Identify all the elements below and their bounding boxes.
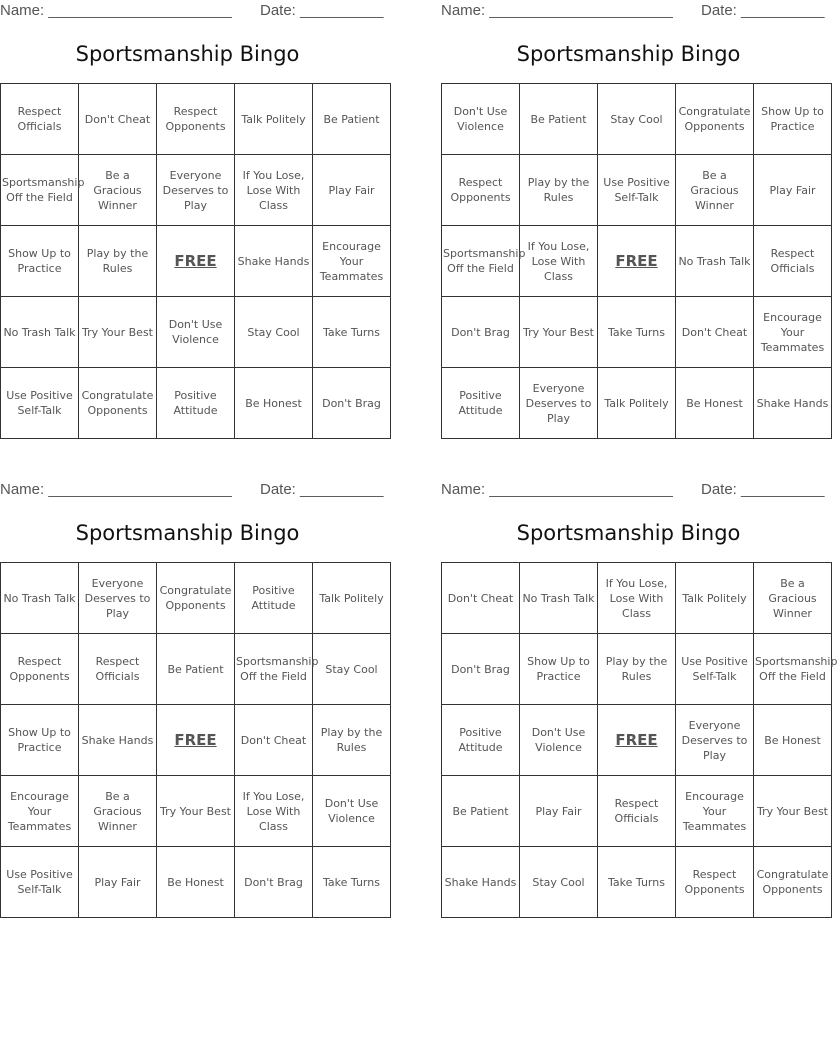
bingo-cell[interactable]: Play by the Rules [313,705,391,776]
bingo-cell[interactable]: Be a Gracious Winner [754,563,832,634]
bingo-cell[interactable]: Don't Brag [442,634,520,705]
bingo-row [1,776,391,847]
bingo-row [442,368,832,439]
bingo-cell[interactable]: Try Your Best [157,776,235,847]
bingo-card-2 [441,0,829,425]
bingo-cell[interactable]: Play Fair [520,776,598,847]
bingo-cell[interactable]: Don't Use Violence [442,84,520,155]
bingo-grid [441,562,837,918]
bingo-cell[interactable]: Don't Use Violence [313,776,391,847]
bingo-cell[interactable]: Take Turns [313,297,391,368]
bingo-cell[interactable]: Take Turns [598,847,676,918]
date-field[interactable]: Date: __________ [701,2,825,19]
bingo-cell[interactable]: Be Honest [754,705,832,776]
bingo-cell[interactable]: Be Patient [157,634,235,705]
free-space[interactable]: FREE [157,705,235,776]
bingo-cell[interactable]: Try Your Best [520,297,598,368]
bingo-cell[interactable]: Sportsmanship Off the Field [235,634,313,705]
bingo-cell[interactable]: Stay Cool [520,847,598,918]
bingo-row [442,776,832,847]
bingo-cell[interactable]: Positive Attitude [157,368,235,439]
card-header [0,479,384,501]
bingo-grid [0,83,391,439]
bingo-cell[interactable]: Congratulate Opponents [79,368,157,439]
name-field[interactable]: Name: ______________________ [441,2,673,19]
name-field[interactable]: Name: ______________________ [441,481,673,498]
bingo-cell[interactable]: Positive Attitude [235,563,313,634]
card-header [441,0,825,22]
bingo-cell[interactable]: Be Honest [157,847,235,918]
bingo-cell[interactable]: Don't Brag [442,297,520,368]
bingo-row [442,705,832,776]
bingo-cell[interactable]: Congratulate Opponents [157,563,235,634]
bingo-cell[interactable]: Use Positive Self-Talk [1,368,79,439]
bingo-cell[interactable]: Show Up to Practice [1,705,79,776]
bingo-cell[interactable]: Be a Gracious Winner [676,155,754,226]
bingo-cell[interactable]: Play Fair [754,155,832,226]
free-space[interactable]: FREE [157,226,235,297]
bingo-cell[interactable]: Play Fair [313,155,391,226]
bingo-cell[interactable]: Don't Cheat [235,705,313,776]
bingo-cell[interactable]: Try Your Best [79,297,157,368]
bingo-cell[interactable]: No Trash Talk [1,563,79,634]
bingo-cell[interactable]: Play Fair [79,847,157,918]
bingo-cell[interactable]: Respect Opponents [1,634,79,705]
bingo-row [442,563,832,634]
bingo-row [1,563,391,634]
bingo-card-4 [441,479,837,896]
bingo-cell[interactable]: Everyone Deserves to Play [79,563,157,634]
bingo-cell[interactable]: Talk Politely [676,563,754,634]
bingo-row [1,368,391,439]
bingo-cell[interactable]: Play by the Rules [79,226,157,297]
bingo-cell[interactable]: Stay Cool [235,297,313,368]
bingo-cell[interactable]: Be Honest [676,368,754,439]
bingo-cell[interactable]: Respect Officials [1,84,79,155]
bingo-cell[interactable]: Everyone Deserves to Play [157,155,235,226]
bingo-cell[interactable]: Encourage Your Teammates [1,776,79,847]
bingo-cell[interactable]: Everyone Deserves to Play [676,705,754,776]
bingo-row [1,705,391,776]
bingo-cell[interactable]: Talk Politely [235,84,313,155]
bingo-cell[interactable]: Be a Gracious Winner [79,776,157,847]
free-space[interactable]: FREE [598,226,676,297]
bingo-cell[interactable]: Be Honest [235,368,313,439]
bingo-cell[interactable]: Show Up to Practice [520,634,598,705]
bingo-cell[interactable]: Don't Brag [313,368,391,439]
bingo-cell[interactable]: Use Positive Self-Talk [676,634,754,705]
bingo-cell[interactable]: Respect Officials [598,776,676,847]
card-header [441,479,825,501]
bingo-cell[interactable]: Show Up to Practice [754,84,832,155]
bingo-row [1,84,391,155]
bingo-cell[interactable]: Respect Opponents [676,847,754,918]
bingo-cell[interactable]: Encourage Your Teammates [754,297,832,368]
bingo-grid [441,83,832,439]
bingo-row [1,155,391,226]
card-header [0,0,384,22]
bingo-row [442,226,832,297]
bingo-cell[interactable]: Don't Brag [235,847,313,918]
bingo-cell[interactable]: Shake Hands [79,705,157,776]
bingo-cell[interactable]: Don't Use Violence [520,705,598,776]
bingo-cell[interactable]: Encourage Your Teammates [313,226,391,297]
bingo-row [442,155,832,226]
date-field[interactable]: Date: __________ [701,481,825,498]
name-field[interactable]: Name: ______________________ [0,481,232,498]
bingo-cell[interactable]: Sportsmanship Off the Field [754,634,832,705]
bingo-cell[interactable]: If You Lose, Lose With Class [235,155,313,226]
free-space[interactable]: FREE [598,705,676,776]
bingo-grid [0,562,391,918]
date-field[interactable]: Date: __________ [260,2,384,19]
bingo-cell[interactable]: Don't Cheat [676,297,754,368]
bingo-cell[interactable]: Be Patient [520,84,598,155]
name-field[interactable]: Name: ______________________ [0,2,232,19]
bingo-row [1,226,391,297]
bingo-row [442,634,832,705]
bingo-cell[interactable]: Show Up to Practice [1,226,79,297]
bingo-cell[interactable]: Shake Hands [235,226,313,297]
bingo-cell[interactable]: No Trash Talk [1,297,79,368]
bingo-cell[interactable]: Shake Hands [754,368,832,439]
bingo-cell[interactable]: Congratulate Opponents [676,84,754,155]
bingo-cell[interactable]: Take Turns [598,297,676,368]
card-title: Sportsmanship Bingo [516,42,741,66]
bingo-cell[interactable]: If You Lose, Lose With Class [520,226,598,297]
bingo-cell[interactable]: Respect Officials [79,634,157,705]
bingo-cell[interactable]: Be a Gracious Winner [79,155,157,226]
bingo-row [1,297,391,368]
bingo-cell[interactable]: Take Turns [313,847,391,918]
bingo-cell[interactable]: Play by the Rules [598,634,676,705]
bingo-row [1,847,391,918]
bingo-cell[interactable]: Don't Use Violence [157,297,235,368]
bingo-cell[interactable]: Talk Politely [598,368,676,439]
bingo-cell[interactable]: Shake Hands [442,847,520,918]
bingo-cell[interactable]: Everyone Deserves to Play [520,368,598,439]
bingo-cell[interactable]: Use Positive Self-Talk [598,155,676,226]
bingo-cell[interactable]: Don't Cheat [442,563,520,634]
bingo-row [442,297,832,368]
bingo-card-3 [0,479,384,896]
bingo-cell[interactable]: Encourage Your Teammates [676,776,754,847]
bingo-cell[interactable]: Try Your Best [754,776,832,847]
bingo-cell[interactable]: Sportsmanship Off the Field [442,226,520,297]
bingo-row [1,634,391,705]
bingo-cell[interactable]: Be Patient [442,776,520,847]
bingo-cell[interactable]: If You Lose, Lose With Class [235,776,313,847]
bingo-cell[interactable]: Stay Cool [598,84,676,155]
bingo-cell[interactable]: Congratulate Opponents [754,847,832,918]
bingo-cell[interactable]: Stay Cool [313,634,391,705]
bingo-cell[interactable]: Positive Attitude [442,705,520,776]
bingo-card-1 [0,0,384,417]
bingo-row [442,847,832,918]
bingo-cell[interactable]: Respect Officials [754,226,832,297]
bingo-cell[interactable]: Don't Cheat [79,84,157,155]
bingo-cell[interactable]: Use Positive Self-Talk [1,847,79,918]
bingo-cell[interactable]: Talk Politely [313,563,391,634]
bingo-cell[interactable]: No Trash Talk [520,563,598,634]
card-title: Sportsmanship Bingo [75,42,300,66]
bingo-cell[interactable]: No Trash Talk [676,226,754,297]
bingo-row [442,84,832,155]
card-title: Sportsmanship Bingo [516,521,741,545]
card-title: Sportsmanship Bingo [75,521,300,545]
bingo-cell[interactable]: Play by the Rules [520,155,598,226]
bingo-cell[interactable]: Respect Opponents [157,84,235,155]
bingo-cell[interactable]: Positive Attitude [442,368,520,439]
bingo-cell[interactable]: Sportsmanship Off the Field [1,155,79,226]
bingo-cell[interactable]: Be Patient [313,84,391,155]
bingo-cell[interactable]: Respect Opponents [442,155,520,226]
bingo-cell[interactable]: If You Lose, Lose With Class [598,563,676,634]
date-field[interactable]: Date: __________ [260,481,384,498]
